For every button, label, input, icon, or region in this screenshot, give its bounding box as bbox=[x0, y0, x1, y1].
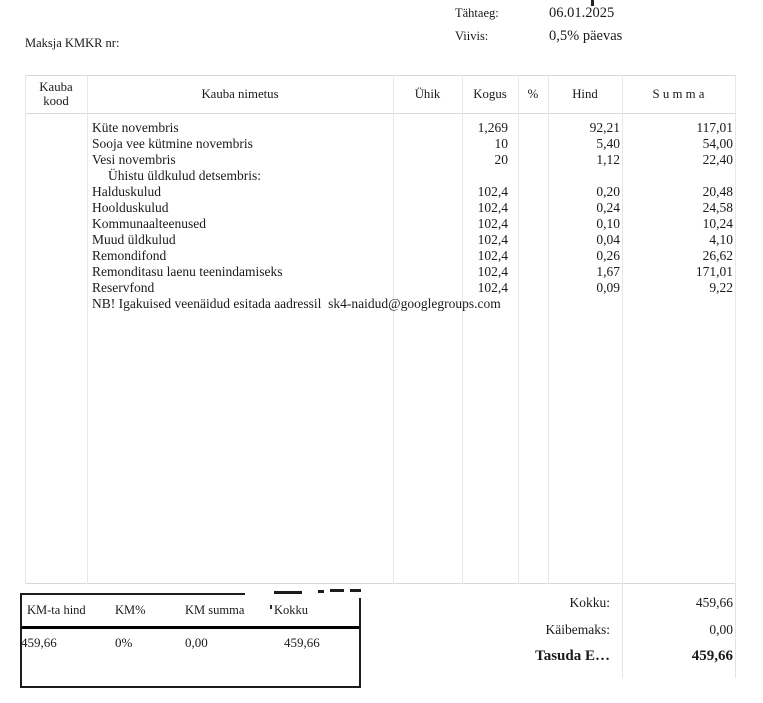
total-value: 459,66 bbox=[695, 595, 733, 610]
vat-value: 0,00 bbox=[709, 622, 733, 637]
due-date-label: Tähtaeg: bbox=[455, 6, 499, 20]
dash-mark bbox=[350, 589, 361, 592]
table-row bbox=[25, 216, 736, 232]
column-header-percent: % bbox=[527, 87, 539, 101]
item-name: Remonditasu laenu teenindamiseks bbox=[92, 264, 283, 279]
vat-summary-box bbox=[20, 593, 361, 688]
item-price: 1,12 bbox=[596, 152, 620, 167]
item-name: Kommunaalteenused bbox=[92, 216, 206, 231]
column-header-uhik: Ühik bbox=[414, 87, 441, 101]
vat-box-total-value: 459,66 bbox=[284, 635, 320, 650]
note-email-text: NB! Igakuised veenäidud esitada aadressil sk4-naidud@googlegroups.com bbox=[92, 296, 501, 311]
item-quantity: 10 bbox=[494, 136, 508, 151]
erase-patch bbox=[245, 588, 367, 598]
column-header-kood-line1: Kauba bbox=[39, 80, 73, 94]
column-header-kood-line2: kood bbox=[43, 94, 69, 108]
item-name: Halduskulud bbox=[92, 184, 161, 199]
vat-box-divider bbox=[22, 626, 359, 629]
table-bottom-border bbox=[25, 583, 736, 584]
dash-mark bbox=[330, 589, 344, 592]
item-sum: 9,22 bbox=[709, 280, 733, 295]
item-name: Remondifond bbox=[92, 248, 167, 263]
item-sum: 24,58 bbox=[702, 200, 733, 215]
item-sum: 54,00 bbox=[702, 136, 733, 151]
goods-table bbox=[25, 75, 736, 584]
column-header-kogus: Kogus bbox=[473, 87, 507, 101]
table-row bbox=[25, 168, 736, 184]
table-row bbox=[25, 184, 736, 200]
dash-mark bbox=[274, 591, 302, 594]
note-email-line bbox=[25, 296, 736, 312]
item-sum: 10,24 bbox=[702, 216, 733, 231]
vat-box-net-value: 459,66 bbox=[21, 635, 57, 650]
item-price: 5,40 bbox=[596, 136, 620, 151]
table-row bbox=[25, 248, 736, 264]
column-header-summa: S u m m a bbox=[652, 87, 705, 101]
late-fee-value: 0,5% päevas bbox=[549, 28, 623, 44]
erased-letter-remnant bbox=[270, 605, 272, 609]
item-name: Hoolduskulud bbox=[92, 200, 169, 215]
item-price: 0,24 bbox=[596, 200, 620, 215]
item-sum: 22,40 bbox=[702, 152, 733, 167]
item-name: Vesi novembris bbox=[92, 152, 176, 167]
vat-label: Käibemaks: bbox=[545, 622, 610, 637]
vat-box-header-rate: KM% bbox=[115, 603, 146, 617]
item-name: Reservfond bbox=[92, 280, 155, 295]
item-quantity: 102,4 bbox=[477, 184, 508, 199]
item-sum: 4,10 bbox=[709, 232, 733, 247]
item-quantity: 102,4 bbox=[477, 216, 508, 231]
table-row bbox=[25, 264, 736, 280]
item-name: Muud üldkulud bbox=[92, 232, 176, 247]
item-sum: 20,48 bbox=[702, 184, 733, 199]
column-header-hind: Hind bbox=[572, 87, 598, 101]
item-price: 0,20 bbox=[596, 184, 620, 199]
vat-box-header-total: Kokku bbox=[274, 603, 309, 617]
table-row bbox=[25, 200, 736, 216]
item-name: Sooja vee kütmine novembris bbox=[92, 136, 253, 151]
vat-box-vat-value: 0,00 bbox=[185, 635, 208, 650]
item-name: Ühistu üldkulud detsembris: bbox=[108, 168, 261, 183]
column-header-nimetus: Kauba nimetus bbox=[201, 87, 279, 101]
item-price: 0,10 bbox=[596, 216, 620, 231]
table-row bbox=[25, 152, 736, 168]
item-name: Küte novembris bbox=[92, 120, 179, 135]
vat-box-rate-value: 0% bbox=[115, 635, 133, 650]
item-sum: 171,01 bbox=[695, 264, 733, 279]
table-row bbox=[25, 120, 736, 136]
item-quantity: 1,269 bbox=[477, 120, 508, 135]
item-price: 0,26 bbox=[596, 248, 620, 263]
table-row bbox=[25, 136, 736, 152]
payer-vat-number-label: Maksja KMKR nr: bbox=[25, 36, 120, 50]
column-header-kood bbox=[25, 75, 87, 113]
item-quantity: 20 bbox=[494, 152, 508, 167]
payable-label: Tasuda E… bbox=[535, 648, 610, 664]
due-date-value: 06.01.2025 bbox=[549, 5, 615, 21]
item-quantity: 102,4 bbox=[477, 280, 508, 295]
table-row bbox=[25, 232, 736, 248]
totals-right-border bbox=[735, 584, 736, 678]
dash-mark bbox=[318, 590, 324, 593]
item-quantity: 102,4 bbox=[477, 264, 508, 279]
item-sum: 117,01 bbox=[696, 120, 733, 135]
item-quantity: 102,4 bbox=[477, 232, 508, 247]
item-price: 92,21 bbox=[589, 120, 620, 135]
item-quantity: 102,4 bbox=[477, 200, 508, 215]
late-fee-label: Viivis: bbox=[455, 29, 489, 43]
item-price: 0,09 bbox=[596, 280, 620, 295]
table-row bbox=[25, 280, 736, 296]
item-price: 0,04 bbox=[596, 232, 620, 247]
vat-box-header-net: KM-ta hind bbox=[27, 603, 86, 617]
item-quantity: 102,4 bbox=[477, 248, 508, 263]
item-price: 1,67 bbox=[596, 264, 620, 279]
vat-box-header-vat: KM summa bbox=[185, 603, 245, 617]
payable-value: 459,66 bbox=[691, 648, 733, 664]
total-label: Kokku: bbox=[569, 595, 610, 610]
item-sum: 26,62 bbox=[702, 248, 733, 263]
table-body bbox=[25, 113, 736, 312]
